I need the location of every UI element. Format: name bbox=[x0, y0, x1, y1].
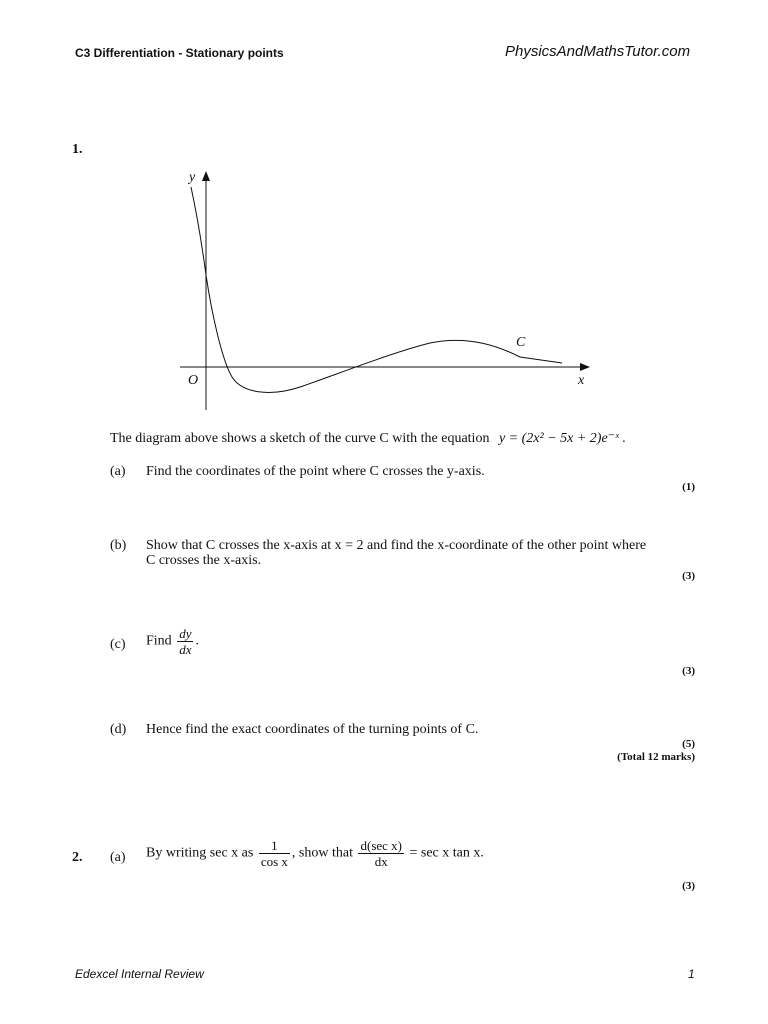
origin-label: O bbox=[188, 373, 199, 388]
q1-part-c-label: (c) bbox=[110, 637, 126, 652]
fraction-numerator: 1 bbox=[259, 838, 290, 854]
question-1-number: 1. bbox=[72, 142, 83, 157]
q1-part-b-marks: (3) bbox=[682, 570, 695, 582]
y-axis-label: y bbox=[189, 170, 196, 185]
q2-text-2: , show that bbox=[291, 845, 353, 861]
q1-equation: y = (2x² − 5x + 2)e⁻ˣ . bbox=[498, 431, 627, 446]
q1-part-b-text-2: C crosses the x-axis. bbox=[146, 553, 262, 568]
q1-intro-text: The diagram above shows a sketch of the curve C with the equation bbox=[110, 431, 490, 446]
q2-text-1: By writing sec x as bbox=[146, 845, 254, 861]
header-title: C3 Differentiation - Stationary points bbox=[75, 46, 284, 60]
curve-diagram bbox=[170, 165, 600, 415]
page-number: 1 bbox=[688, 967, 695, 981]
header-site: PhysicsAndMathsTutor.com bbox=[505, 43, 691, 60]
fraction-denominator: dx bbox=[374, 854, 388, 869]
curve-label: C bbox=[516, 335, 526, 350]
x-axis-label: x bbox=[578, 373, 585, 388]
fraction-numerator: d(sec x) bbox=[360, 838, 402, 853]
q1-part-a-marks: (1) bbox=[682, 481, 695, 493]
x-axis-arrow bbox=[580, 363, 590, 371]
y-axis-arrow bbox=[202, 171, 210, 181]
d-sec-dx-fraction bbox=[358, 838, 404, 869]
q1-part-d-text: Hence find the exact coordinates of the turning points of C. bbox=[146, 722, 479, 737]
fraction-numerator: dy bbox=[179, 626, 192, 641]
dy-dx-fraction bbox=[177, 626, 193, 657]
curve-c bbox=[191, 187, 562, 392]
question-2-number: 2. bbox=[72, 850, 83, 865]
one-over-cos-fraction bbox=[259, 838, 290, 869]
q1-total-marks: (Total 12 marks) bbox=[617, 751, 695, 763]
q1-intro bbox=[110, 430, 626, 447]
q1-part-c-marks: (3) bbox=[682, 665, 695, 677]
q2-part-a-marks: (3) bbox=[682, 880, 695, 892]
fraction-denominator: dx bbox=[179, 642, 192, 657]
q1-part-d-marks: (5) bbox=[682, 738, 695, 750]
q2-part-a-content bbox=[146, 838, 484, 869]
q1-part-b-text-1: Show that C crosses the x-axis at x = 2 and find the x-coordinate of the other point where bbox=[146, 538, 647, 553]
q1-part-c-content bbox=[146, 626, 199, 657]
q2-text-3: = sec x tan x. bbox=[409, 845, 484, 861]
q1-part-c-tail: . bbox=[195, 633, 199, 649]
q1-part-d-label: (d) bbox=[110, 722, 127, 737]
footer-source: Edexcel Internal Review bbox=[75, 967, 204, 981]
q1-part-a-text: Find the coordinates of the point where C crosses the y-axis. bbox=[146, 464, 485, 479]
q1-part-a-label: (a) bbox=[110, 464, 126, 479]
q1-part-b-label: (b) bbox=[110, 538, 127, 553]
q1-part-c-text: Find bbox=[146, 633, 172, 649]
fraction-denominator: cos x bbox=[260, 854, 288, 869]
q2-part-a-label: (a) bbox=[110, 850, 126, 865]
